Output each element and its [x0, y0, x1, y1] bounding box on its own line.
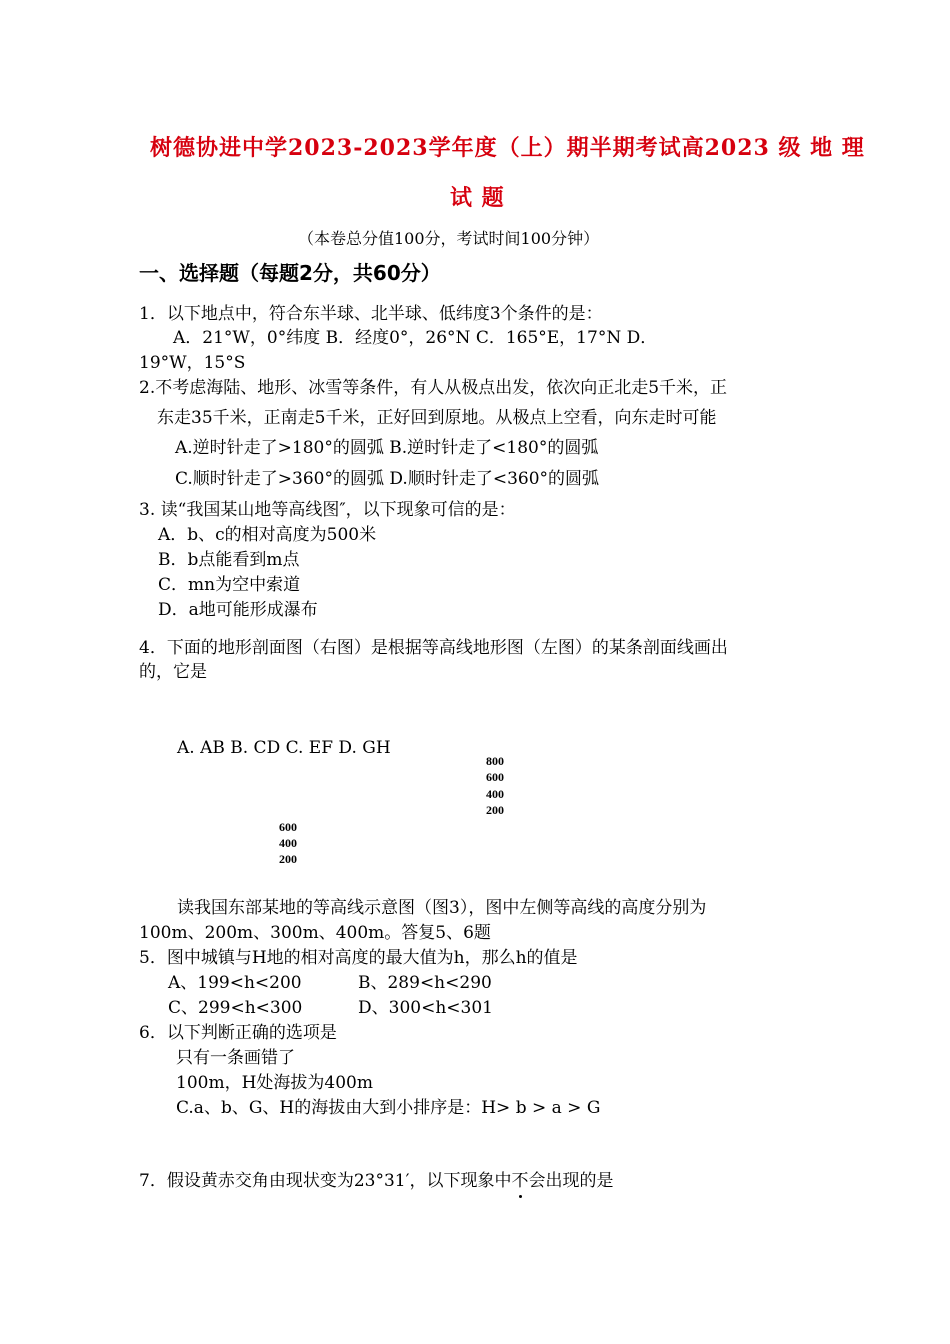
q3-option-a: A．b、c的相对高度为500米	[158, 525, 377, 545]
intro-56-line-2: 100m、200m、300m、400m。答复5、6题	[139, 923, 491, 943]
q6-line-a: 只有一条画错了	[176, 1048, 295, 1068]
q6-stem: 6．以下判断正确的选项是	[139, 1023, 337, 1043]
q6-line-c: C.a、b、G、H的海拔由大到小排序是：H> b > a > G	[176, 1098, 601, 1118]
q3-option-c: C．mn为空中索道	[158, 575, 301, 595]
q1-stem: 1．以下地点中，符合东半球、北半球、低纬度3个条件的是：	[139, 304, 603, 324]
q4-stem-line-2: 的，它是	[139, 662, 207, 682]
q5-stem: 5．图中城镇与H地的相对高度的最大值为h，那么h的值是	[139, 948, 578, 968]
q6-line-b: 100m，H处海拔为400m	[176, 1073, 373, 1093]
contour-tick-label: 400	[279, 836, 297, 850]
q1-options-line-1: A．21°W，0°纬度 B．经度0°，26°N C．165°E，17°N D．	[173, 328, 658, 348]
q5-option-b: B、289<h<290	[358, 973, 492, 993]
profile-tick-label: 400	[486, 787, 504, 801]
profile-tick-label: 600	[486, 770, 504, 784]
contour-tick-label: 200	[279, 852, 297, 866]
intro-56-line-1: 读我国东部某地的等高线示意图（图3），图中左侧等高线的高度分别为	[177, 898, 707, 918]
q1-options-line-2: 19°W，15°S	[139, 353, 246, 373]
q5-option-c: C、299<h<300	[168, 998, 303, 1018]
q5-option-d: D、300<h<301	[358, 998, 493, 1018]
q3-stem: 3. 读“我国某山地等高线图″，以下现象可信的是：	[139, 500, 516, 520]
contour-tick-label: 600	[279, 820, 297, 834]
q3-option-d: D．a地可能形成瀑布	[158, 600, 318, 620]
q5-option-a: A、199<h<200	[168, 973, 302, 993]
profile-tick-label: 200	[486, 803, 504, 817]
q7-stem-emphasis: 不	[511, 1171, 529, 1191]
section-heading-choice: 一、选择题（每题2分，共60分）	[139, 261, 441, 285]
q2-stem-line-1: 2.不考虑海陆、地形、冰雪等条件，有人从极点出发，依次向正北走5千米，正	[139, 378, 728, 398]
q7-stem	[139, 1170, 613, 1192]
subtitle: （本卷总分值100分，考试时间100分钟）	[298, 229, 600, 248]
profile-tick-label: 800	[486, 754, 504, 768]
q4-options: A. AB B. CD C. EF D. GH	[177, 738, 391, 758]
title-line-2: 试 题	[450, 185, 505, 211]
q7-stem-pre: 7．假设黄赤交角由现状变为23°31′，以下现象中	[139, 1171, 512, 1191]
title-line-1: 树德协进中学2023-2023学年度（上）期半期考试高2023 级 地 理	[150, 135, 865, 161]
q3-option-b: B．b点能看到m点	[158, 550, 300, 570]
q4-stem-line-1: 4．下面的地形剖面图（右图）是根据等高线地形图（左图）的某条剖面线画出	[139, 638, 728, 658]
q7-stem-post: 会出现的是	[528, 1171, 614, 1191]
q2-options-ab: A.逆时针走了>180°的圆弧 B.逆时针走了<180°的圆弧	[175, 438, 599, 458]
q2-options-cd: C.顺时针走了>360°的圆弧 D.顺时针走了<360°的圆弧	[175, 469, 600, 489]
q2-stem-line-2: 东走35千米，正南走5千米，正好回到原地。从极点上空看，向东走时可能	[157, 408, 717, 428]
